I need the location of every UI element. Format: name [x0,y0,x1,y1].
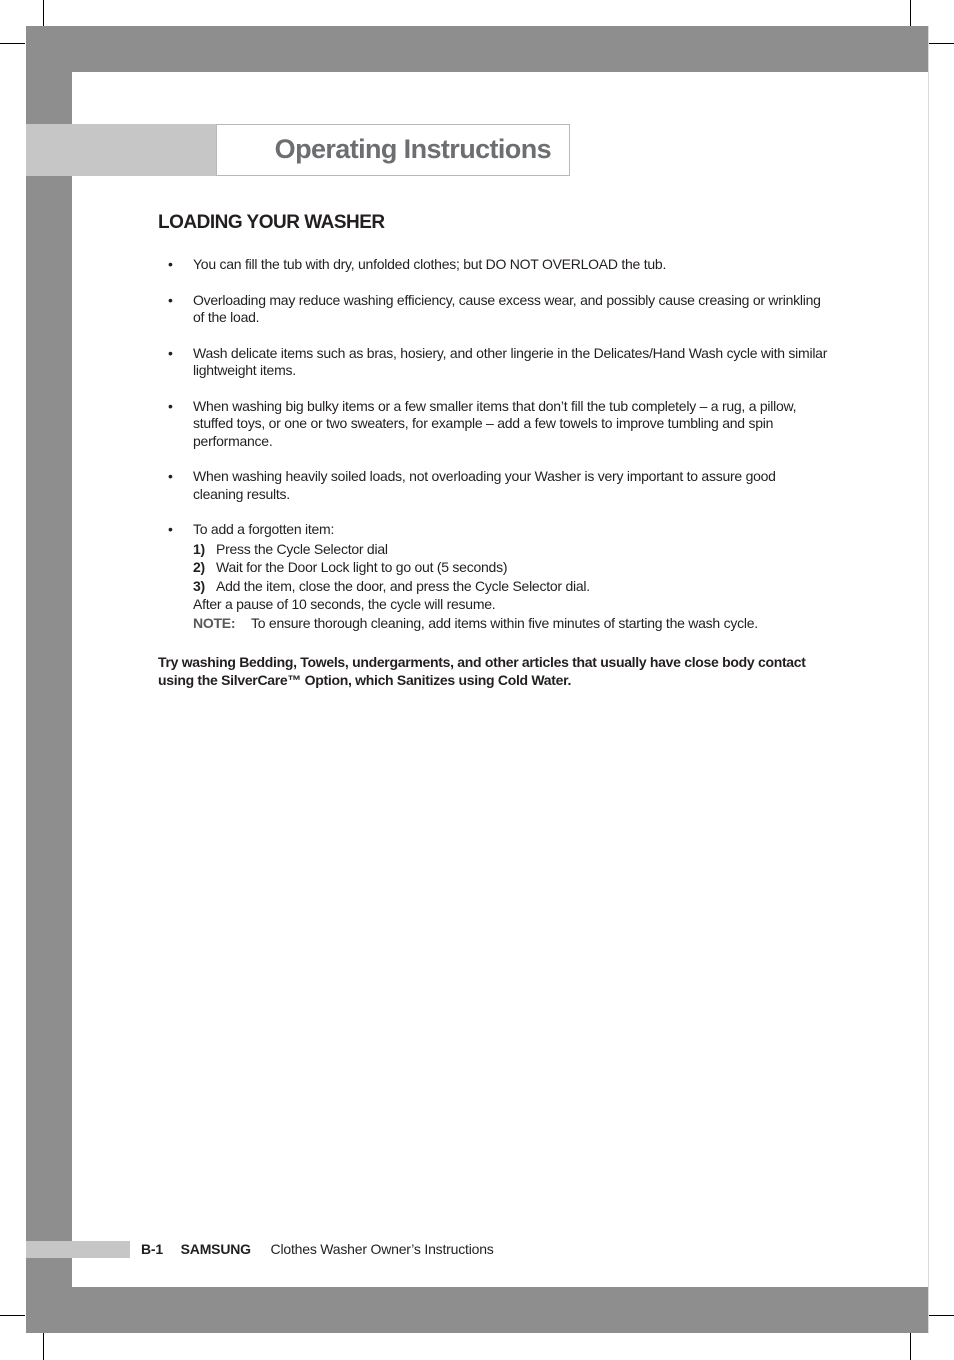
step-number: 3) [193,577,205,594]
note-label: NOTE: [193,614,236,631]
bullet-icon: • [168,468,173,484]
bullet-icon: • [168,256,173,272]
note-text: To ensure thorough cleaning, add items within five minutes of starting the wash cycle. [251,614,758,631]
list-item-text: Wash delicate items such as bras, hosiery, and other lingerie in the Delicates/Hand Wash cycle with similar lightweight items. [193,344,828,378]
crop-mark [929,43,954,44]
footer [141,1241,494,1257]
section-heading: LOADING YOUR WASHER [158,212,385,233]
step-text: Press the Cycle Selector dial [216,540,388,557]
bullet-icon: • [168,344,173,361]
document-title: Clothes Washer Owner’s Instructions [270,1241,494,1257]
instructions-list [158,256,828,650]
closing-paragraph: Try washing Bedding, Towels, undergarments, and other articles that usually have close body contact using the SilverCare™ Option, which Sanitizes using Cold Water. [158,654,806,688]
note [193,615,828,633]
resume-text: After a pause of 10 seconds, the cycle will resume. [193,596,496,612]
page-number: B-1 [141,1241,163,1257]
title-tab-bar [26,124,216,176]
list-item [158,256,828,274]
title-box [216,124,570,176]
crop-mark [929,1315,954,1316]
page-frame-top [26,26,928,72]
list-item-text: Overloading may reduce washing efficiency, cause excess wear, and possibly cause creasing or wrinkling of the load. [193,291,821,325]
step-row [193,541,828,559]
forgotten-intro: To add a forgotten item: [193,521,335,537]
brand-name: SAMSUNG [180,1241,251,1257]
list-item-text: You can fill the tub with dry, unfolded clothes; but DO NOT OVERLOAD the tub. [193,256,667,272]
list-item-forgotten [158,521,828,632]
footer-bar [26,1241,130,1258]
list-item [158,345,828,380]
page-frame-bottom [26,1287,928,1333]
bullet-icon: • [168,397,173,414]
step-number: 2) [193,559,205,575]
crop-mark [0,1315,25,1316]
step-number: 1) [193,540,205,557]
crop-mark [0,43,25,44]
page-frame-left [26,26,72,1333]
step-row [193,559,828,577]
list-item-text: When washing heavily soiled loads, not overloading your Washer is very important to assure good cleaning results. [193,468,776,502]
bullet-icon: • [168,291,173,308]
page-title: Operating Instructions [274,134,551,164]
list-item [158,292,828,327]
list-item [158,468,828,503]
step-text: Add the item, close the door, and press the Cycle Selector dial. [216,577,590,594]
page-frame-right [928,26,929,1333]
list-item-text: When washing big bulky items or a few smaller items that don’t fill the tub completely – a rug, a pillow, stuffed toys, or one or two sweaters, for example – add a few towels to improve tumbling and spin performance. [193,397,797,449]
list-item [158,398,828,451]
step-text: Wait for the Door Lock light to go out (5 seconds) [216,559,508,575]
step-row [193,578,828,596]
bullet-icon: • [168,521,173,537]
